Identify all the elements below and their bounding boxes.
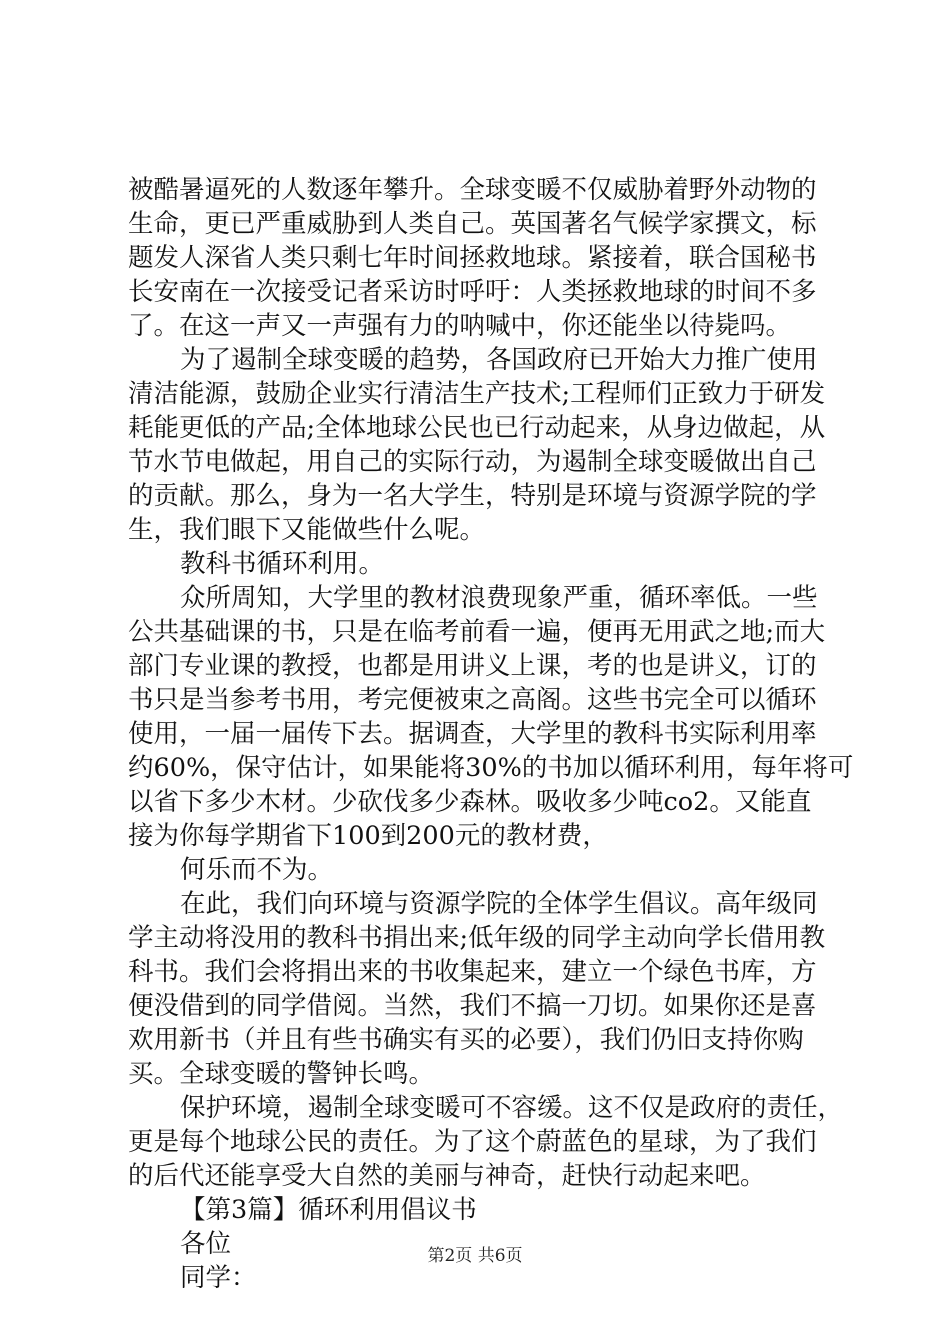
text-line: 更是每个地球公民的责任。为了这个蔚蓝色的星球，为了我们 [128,1127,817,1157]
text-line: 公共基础课的书，只是在临考前看一遍，便再无用武之地;而大 [128,617,826,647]
text-line: 部门专业课的教授，也都是用讲义上课，考的也是讲义，订的 [128,651,817,681]
salutation-line: 各位 [180,1229,232,1259]
text-line: 的贡献。那么，身为一名大学生，特别是环境与资源学院的学 [128,481,817,511]
text-line: 长安南在一次接受记者采访时呼吁：人类拯救地球的时间不多 [128,277,817,307]
text-line: 便没借到的同学借阅。当然，我们不搞一刀切。如果你还是喜 [128,991,817,1021]
text-line: 了。在这一声又一声强有力的呐喊中，你还能坐以待毙吗。 [128,311,792,341]
text-line: 众所周知，大学里的教材浪费现象严重，循环率低。一些 [180,583,818,613]
text-line: 学主动将没用的教科书捐出来;低年级的同学主动向学长借用教 [128,923,826,953]
text-line: 何乐而不为。 [180,855,334,885]
text-line: 在此，我们向环境与资源学院的全体学生倡议。高年级同 [180,889,818,919]
text-line: 欢用新书（并且有些书确实有买的必要），我们仍旧支持你购 [128,1025,804,1055]
text-line: 使用，一届一届传下去。据调查，大学里的教科书实际利用率 [128,719,817,749]
text-line: 耗能更低的产品;全体地球公民也已行动起来，从身边做起，从 [128,413,826,443]
text-line: 科书。我们会将捐出来的书收集起来，建立一个绿色书库，方 [128,957,817,987]
text-line: 书只是当参考书用，考完便被束之高阁。这些书完全可以循环 [128,685,817,715]
page-number-footer: 第2页 共6页 [427,1246,523,1266]
text-line: 保护环境，遏制全球变暖可不容缓。这不仅是政府的责任， [180,1093,844,1123]
text-line: 的后代还能享受大自然的美丽与神奇，赶快行动起来吧。 [128,1161,766,1191]
text-line: 为了遏制全球变暖的趋势，各国政府已开始大力推广使用 [180,345,818,375]
text-line: 被酷暑逼死的人数逐年攀升。全球变暖不仅威胁着野外动物的 [128,175,817,205]
text-line: 题发人深省人类只剩七年时间拯救地球。紧接着，联合国秘书 [128,243,817,273]
text-line: 买。全球变暖的警钟长鸣。 [128,1059,435,1089]
salutation-line: 同学： [180,1263,257,1293]
chapter-heading: 【第3篇】循环利用倡议书 [180,1195,477,1225]
text-line: 接为你每学期省下100到200元的教材费， [128,821,608,851]
section-heading: 教科书循环利用。 [180,549,385,579]
text-line: 清洁能源，鼓励企业实行清洁生产技术;工程师们正致力于研发 [128,379,826,409]
text-line: 生命，更已严重威胁到人类自己。英国著名气候学家撰文，标 [128,209,817,239]
document-body [128,173,854,1295]
text-line: 以省下多少木材。少砍伐多少森林。吸收多少吨co2。又能直 [128,787,812,817]
text-line: 节水节电做起，用自己的实际行动，为遏制全球变暖做出自己 [128,447,817,477]
text-line: 约60%，保守估计，如果能将30%的书加以循环利用，每年将可 [128,753,854,783]
text-line: 生，我们眼下又能做些什么呢。 [128,515,486,545]
